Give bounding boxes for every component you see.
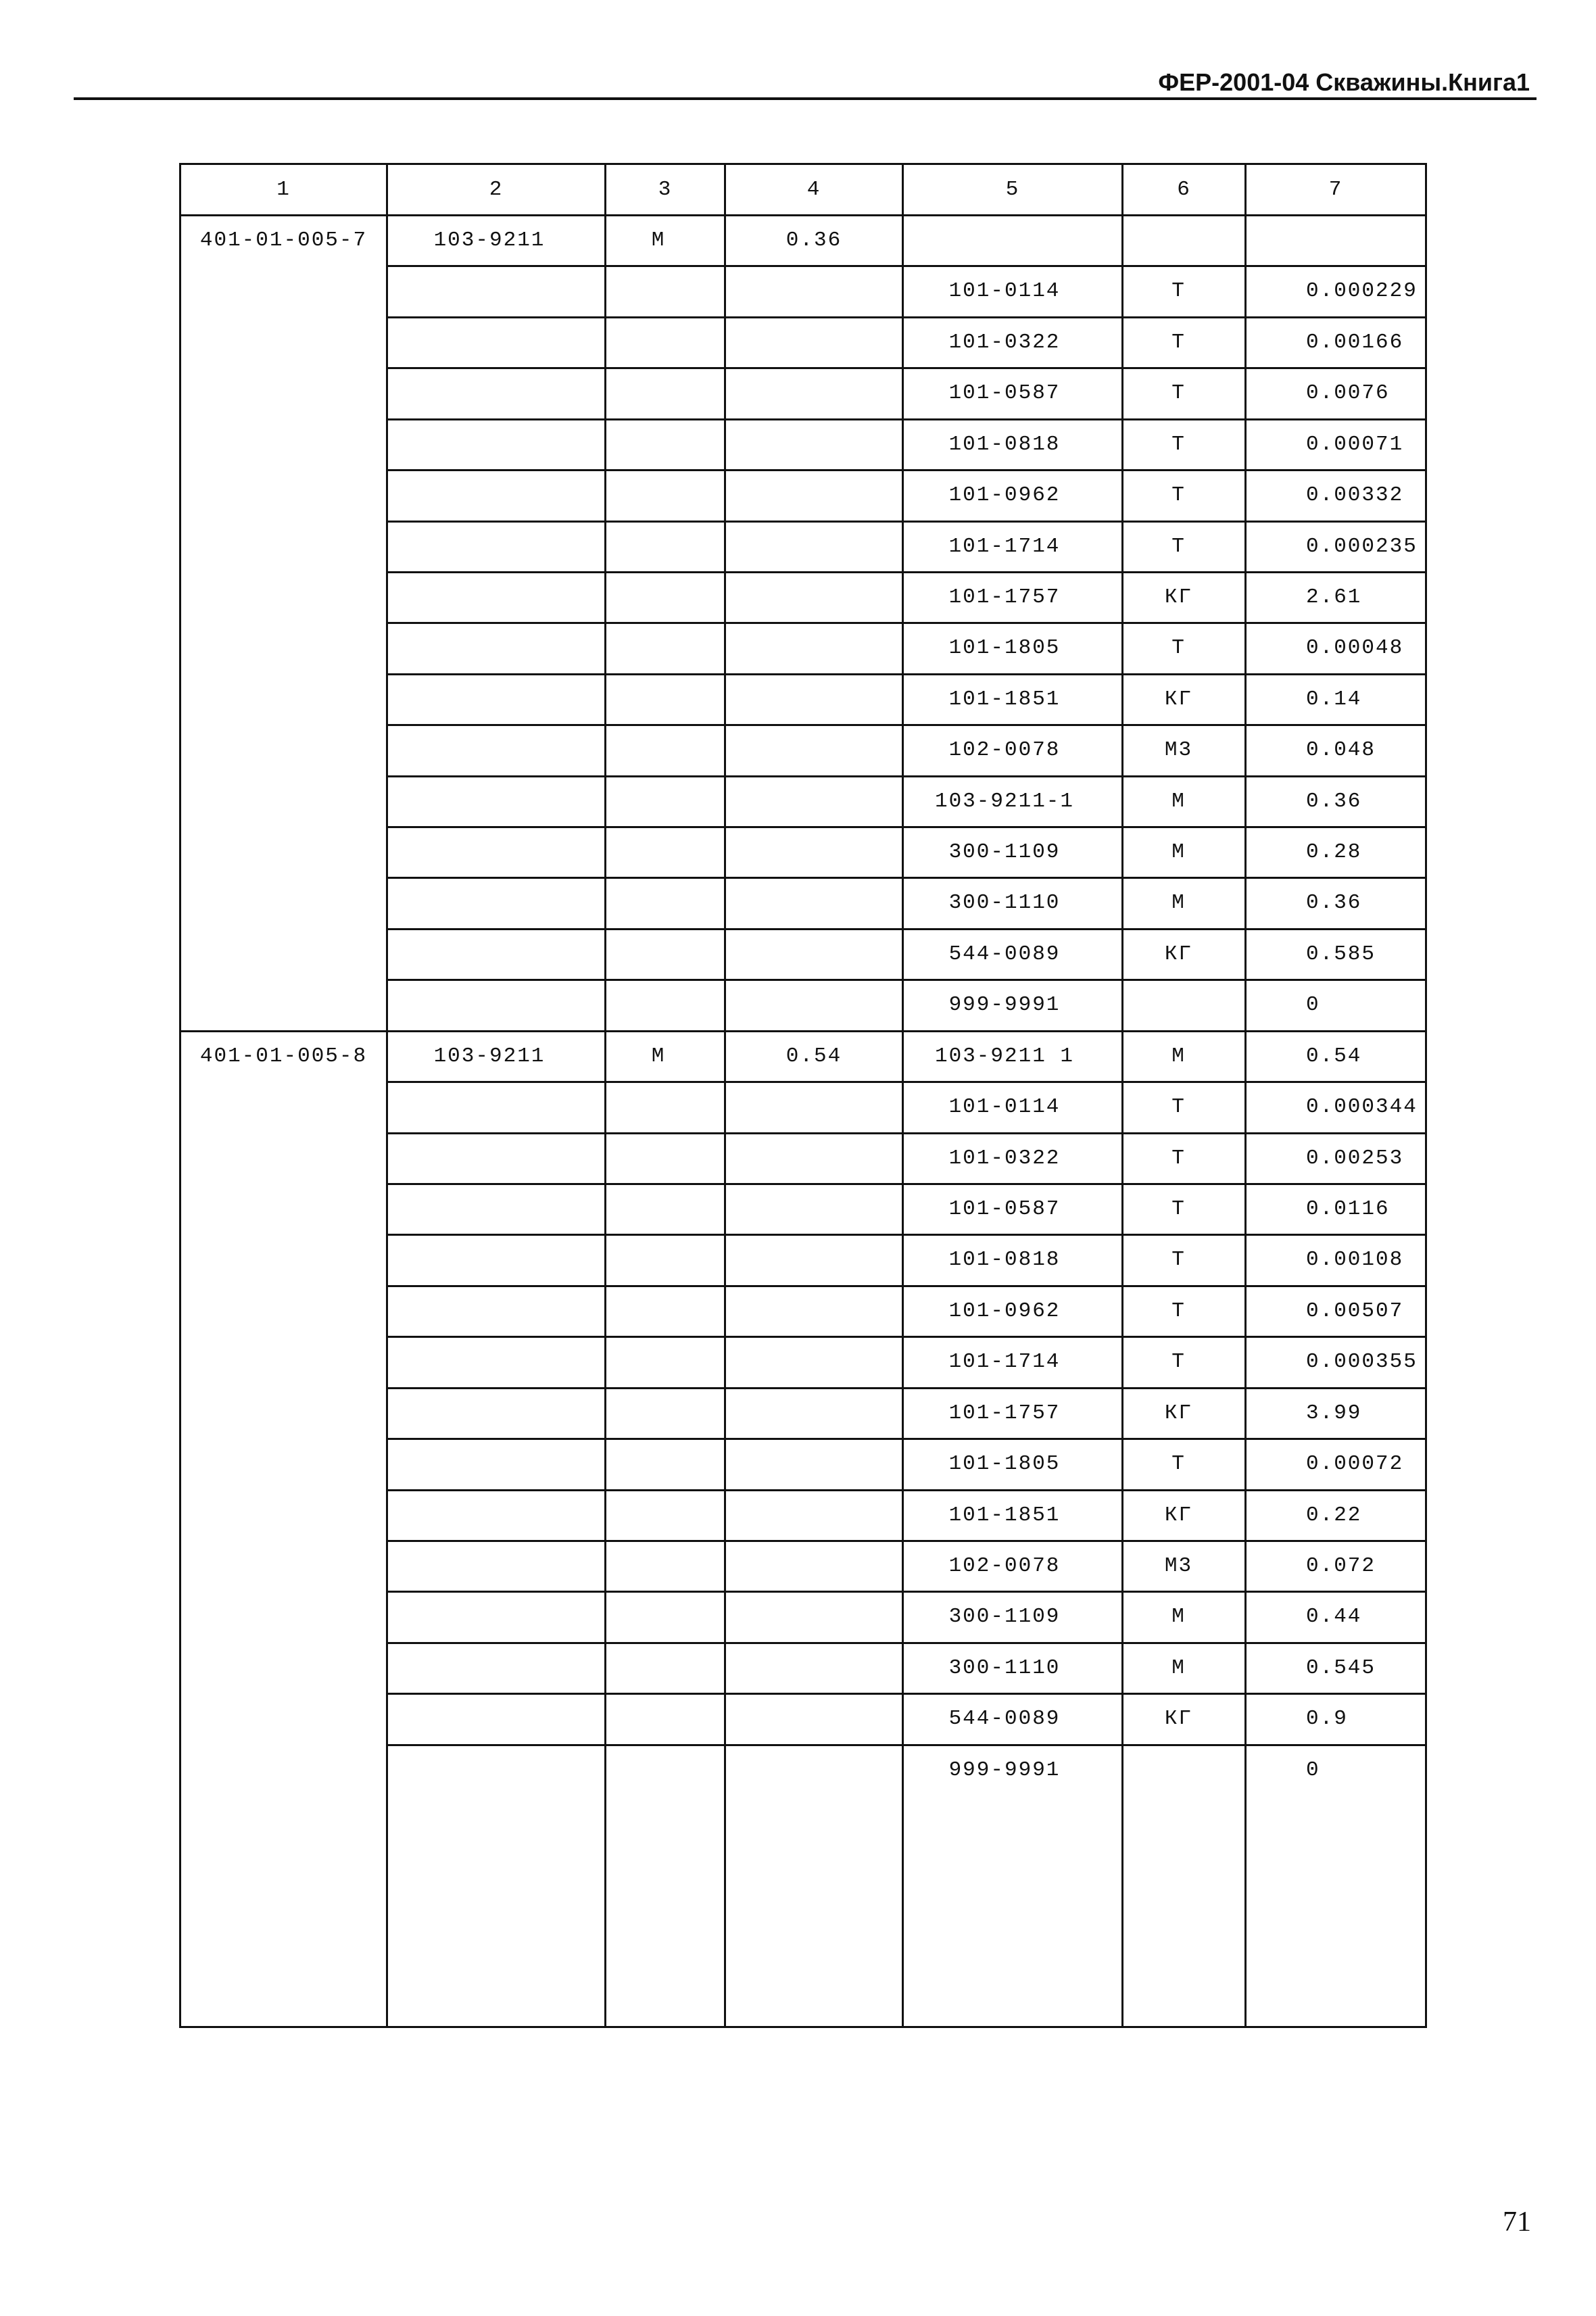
- table-cell-col4: [726, 1746, 904, 2028]
- table-cell-col2: [388, 1644, 606, 1695]
- table-cell-col3: [606, 267, 726, 318]
- table-cell-col3: [606, 369, 726, 420]
- table-cell-col3: [606, 1185, 726, 1236]
- table-cell-col6: Т: [1123, 1236, 1247, 1286]
- table-cell-col7: 3.99: [1247, 1389, 1427, 1440]
- table-cell-col2: [388, 828, 606, 879]
- table-cell-col6: Т: [1123, 1134, 1247, 1185]
- table-cell-col1: 401-01-005-8: [181, 1032, 388, 2028]
- table-cell-col6: Т: [1123, 1287, 1247, 1338]
- table-cell-col6: М3: [1123, 726, 1247, 777]
- table-cell-col3: [606, 1644, 726, 1695]
- table-cell-col5: 999-9991: [904, 1746, 1123, 2028]
- table-cell-col6: Т: [1123, 1338, 1247, 1389]
- table-cell-col2: [388, 1542, 606, 1593]
- table-cell-col6: Т: [1123, 420, 1247, 471]
- table-cell-col2: [388, 726, 606, 777]
- table-cell-col3: М: [606, 216, 726, 267]
- table-cell-col4: [726, 828, 904, 879]
- table-cell-col6: [1123, 1746, 1247, 2028]
- table-cell-col2: [388, 1185, 606, 1236]
- table-cell-col7: 0.000235: [1247, 523, 1427, 573]
- table-cell-col4: [726, 930, 904, 981]
- table-cell-col4: [726, 523, 904, 573]
- table-cell-col6: Т: [1123, 1083, 1247, 1134]
- table-cell-col3: [606, 1134, 726, 1185]
- table-cell-col2: [388, 523, 606, 573]
- table-cell-col4: [726, 1287, 904, 1338]
- table-cell-col4: [726, 777, 904, 828]
- table-cell-col4: [726, 318, 904, 369]
- table-cell-col6: М: [1123, 879, 1247, 930]
- table-cell-col7: 0.000229: [1247, 267, 1427, 318]
- table-cell-col2: [388, 777, 606, 828]
- page-number: 71: [1503, 2206, 1531, 2238]
- table-cell-col2: 103-9211: [388, 216, 606, 267]
- table-cell-col6: КГ: [1123, 675, 1247, 726]
- table-cell-col6: М: [1123, 777, 1247, 828]
- column-header-3: 3: [606, 165, 726, 216]
- table-cell-col2: [388, 267, 606, 318]
- table-cell-col2: [388, 981, 606, 1032]
- table-cell-col4: [726, 1236, 904, 1286]
- table-cell-col4: [726, 267, 904, 318]
- table-cell-col4: [726, 369, 904, 420]
- table-cell-col2: [388, 879, 606, 930]
- table-cell-col7: 0.048: [1247, 726, 1427, 777]
- table-cell-col2: [388, 1236, 606, 1286]
- table-cell-col4: [726, 471, 904, 522]
- table-cell-col5: 544-0089: [904, 930, 1123, 981]
- table-cell-col5: 999-9991: [904, 981, 1123, 1032]
- table-cell-col5: 101-1714: [904, 1338, 1123, 1389]
- table-cell-col3: [606, 318, 726, 369]
- table-cell-col5: 101-1714: [904, 523, 1123, 573]
- table-cell-col7: 0.54: [1247, 1032, 1427, 1083]
- table-cell-col6: [1123, 981, 1247, 1032]
- table-cell-col5: 103-9211 1: [904, 1032, 1123, 1083]
- table-cell-col5: 103-9211-1: [904, 777, 1123, 828]
- table-cell-col7: 0: [1247, 981, 1427, 1032]
- table-cell-col3: [606, 981, 726, 1032]
- table-cell-col6: КГ: [1123, 1491, 1247, 1542]
- table-cell-col2: 103-9211: [388, 1032, 606, 1083]
- table-cell-col3: [606, 828, 726, 879]
- table-cell-col3: [606, 471, 726, 522]
- column-header-4: 4: [726, 165, 904, 216]
- table-cell-col2: [388, 1593, 606, 1643]
- table-cell-col6: КГ: [1123, 930, 1247, 981]
- table-cell-col2: [388, 369, 606, 420]
- table-cell-col6: Т: [1123, 369, 1247, 420]
- table-cell-col7: 2.61: [1247, 573, 1427, 624]
- table-cell-col5: 300-1109: [904, 828, 1123, 879]
- table-cell-col7: 0.00507: [1247, 1287, 1427, 1338]
- table-cell-col4: [726, 726, 904, 777]
- table-cell-col7: 0.44: [1247, 1593, 1427, 1643]
- table-cell-col6: КГ: [1123, 573, 1247, 624]
- table-cell-col5: 101-0114: [904, 1083, 1123, 1134]
- table-cell-col4: 0.36: [726, 216, 904, 267]
- table-cell-col5: 101-1805: [904, 1440, 1123, 1491]
- table-cell-col2: [388, 1389, 606, 1440]
- table-cell-col6: КГ: [1123, 1695, 1247, 1745]
- table-cell-col4: [726, 420, 904, 471]
- table-cell-col2: [388, 675, 606, 726]
- table-cell-col4: 0.54: [726, 1032, 904, 1083]
- table-cell-col3: [606, 879, 726, 930]
- table-cell-col7: 0.000355: [1247, 1338, 1427, 1389]
- table-cell-col2: [388, 1695, 606, 1745]
- table-cell-col3: [606, 1440, 726, 1491]
- table-cell-col3: [606, 1287, 726, 1338]
- table-cell-col2: [388, 318, 606, 369]
- table-cell-col5: 101-0322: [904, 1134, 1123, 1185]
- table-cell-col6: М: [1123, 1644, 1247, 1695]
- table-cell-col5: 101-0114: [904, 267, 1123, 318]
- table-cell-col2: [388, 1134, 606, 1185]
- table-cell-col7: 0.00332: [1247, 471, 1427, 522]
- table-cell-col2: [388, 420, 606, 471]
- table-cell-col4: [726, 1185, 904, 1236]
- table-cell-col7: 0.28: [1247, 828, 1427, 879]
- table-cell-col4: [726, 1695, 904, 1745]
- table-cell-col6: Т: [1123, 471, 1247, 522]
- table-cell-col3: [606, 1338, 726, 1389]
- table-cell-col4: [726, 1491, 904, 1542]
- table-cell-col5: 300-1109: [904, 1593, 1123, 1643]
- table-cell-col7: 0.22: [1247, 1491, 1427, 1542]
- table-cell-col3: [606, 624, 726, 675]
- table-cell-col4: [726, 1389, 904, 1440]
- table-cell-col2: [388, 573, 606, 624]
- table-cell-col6: Т: [1123, 318, 1247, 369]
- table-cell-col7: 0.000344: [1247, 1083, 1427, 1134]
- table-cell-col6: М3: [1123, 1542, 1247, 1593]
- table-cell-col3: [606, 573, 726, 624]
- table-cell-col2: [388, 1491, 606, 1542]
- table-cell-col7: 0.00071: [1247, 420, 1427, 471]
- table-cell-col5: 102-0078: [904, 726, 1123, 777]
- table-cell-col1: 401-01-005-7: [181, 216, 388, 1032]
- column-header-6: 6: [1123, 165, 1247, 216]
- table-cell-col4: [726, 879, 904, 930]
- table-cell-col5: 101-1851: [904, 1491, 1123, 1542]
- table-cell-col5: 102-0078: [904, 1542, 1123, 1593]
- table-cell-col7: 0.00253: [1247, 1134, 1427, 1185]
- table-cell-col2: [388, 1083, 606, 1134]
- table-cell-col4: [726, 1644, 904, 1695]
- table-cell-col7: 0.585: [1247, 930, 1427, 981]
- table-cell-col6: Т: [1123, 1185, 1247, 1236]
- table-cell-col4: [726, 1083, 904, 1134]
- table-cell-col3: [606, 1746, 726, 2028]
- table-cell-col7: 0.545: [1247, 1644, 1427, 1695]
- table-cell-col3: [606, 930, 726, 981]
- column-header-7: 7: [1247, 165, 1427, 216]
- table-cell-col5: 300-1110: [904, 879, 1123, 930]
- table-cell-col7: 0.072: [1247, 1542, 1427, 1593]
- header-rule: [74, 97, 1537, 100]
- table-cell-col7: 0.00166: [1247, 318, 1427, 369]
- column-header-2: 2: [388, 165, 606, 216]
- table-cell-col2: [388, 930, 606, 981]
- table-cell-col6: М: [1123, 1593, 1247, 1643]
- table-cell-col5: 300-1110: [904, 1644, 1123, 1695]
- table-cell-col4: [726, 981, 904, 1032]
- table-cell-col7: 0.0076: [1247, 369, 1427, 420]
- table-cell-col4: [726, 1542, 904, 1593]
- table-cell-col3: [606, 1593, 726, 1643]
- column-header-1: 1: [181, 165, 388, 216]
- table-cell-col4: [726, 573, 904, 624]
- table-cell-col5: 101-1757: [904, 1389, 1123, 1440]
- table-cell-col4: [726, 1440, 904, 1491]
- table-cell-col3: [606, 420, 726, 471]
- table-cell-col3: [606, 1389, 726, 1440]
- table-cell-col4: [726, 1338, 904, 1389]
- table-cell-col5: 101-1757: [904, 573, 1123, 624]
- table-cell-col2: [388, 1287, 606, 1338]
- table-cell-col7: 0.9: [1247, 1695, 1427, 1745]
- table-cell-col3: М: [606, 1032, 726, 1083]
- table-cell-col6: М: [1123, 828, 1247, 879]
- table-cell-col5: [904, 216, 1123, 267]
- table-cell-col7: 0.36: [1247, 879, 1427, 930]
- table-cell-col6: Т: [1123, 1440, 1247, 1491]
- table-cell-col7: 0.00072: [1247, 1440, 1427, 1491]
- table-cell-col4: [726, 1593, 904, 1643]
- table-cell-col5: 101-0322: [904, 318, 1123, 369]
- table-cell-col5: 101-0962: [904, 1287, 1123, 1338]
- table-cell-col2: [388, 1746, 606, 2028]
- table-cell-col4: [726, 624, 904, 675]
- table-cell-col7: [1247, 216, 1427, 267]
- table-cell-col5: 101-1851: [904, 675, 1123, 726]
- table-cell-col3: [606, 1695, 726, 1745]
- table-cell-col5: 101-0587: [904, 1185, 1123, 1236]
- table-cell-col7: 0: [1247, 1746, 1427, 2028]
- table-cell-col5: 101-1805: [904, 624, 1123, 675]
- estimate-table: [179, 163, 1427, 2028]
- table-cell-col7: 0.00048: [1247, 624, 1427, 675]
- table-cell-col5: 101-0587: [904, 369, 1123, 420]
- table-cell-col7: 0.14: [1247, 675, 1427, 726]
- table-cell-col3: [606, 1236, 726, 1286]
- table-cell-col6: Т: [1123, 624, 1247, 675]
- table-cell-col2: [388, 1338, 606, 1389]
- table-cell-col5: 101-0818: [904, 1236, 1123, 1286]
- table-cell-col4: [726, 675, 904, 726]
- table-cell-col5: 101-0818: [904, 420, 1123, 471]
- table-cell-col6: [1123, 216, 1247, 267]
- table-cell-col2: [388, 1440, 606, 1491]
- table-cell-col2: [388, 471, 606, 522]
- table-cell-col3: [606, 1083, 726, 1134]
- table-cell-col7: 0.36: [1247, 777, 1427, 828]
- table-cell-col5: 544-0089: [904, 1695, 1123, 1745]
- table-cell-col7: 0.00108: [1247, 1236, 1427, 1286]
- table-cell-col2: [388, 624, 606, 675]
- table-cell-col6: Т: [1123, 523, 1247, 573]
- table-cell-col3: [606, 777, 726, 828]
- table-cell-col3: [606, 675, 726, 726]
- table-cell-col3: [606, 523, 726, 573]
- column-header-5: 5: [904, 165, 1123, 216]
- table-cell-col6: КГ: [1123, 1389, 1247, 1440]
- table-cell-col7: 0.0116: [1247, 1185, 1427, 1236]
- table-cell-col3: [606, 1491, 726, 1542]
- table-cell-col3: [606, 726, 726, 777]
- table-cell-col4: [726, 1134, 904, 1185]
- table-cell-col6: Т: [1123, 267, 1247, 318]
- table-cell-col5: 101-0962: [904, 471, 1123, 522]
- table-cell-col3: [606, 1542, 726, 1593]
- document-header-title: ФЕР-2001-04 Скважины.Книга1: [1158, 68, 1530, 96]
- table-cell-col6: М: [1123, 1032, 1247, 1083]
